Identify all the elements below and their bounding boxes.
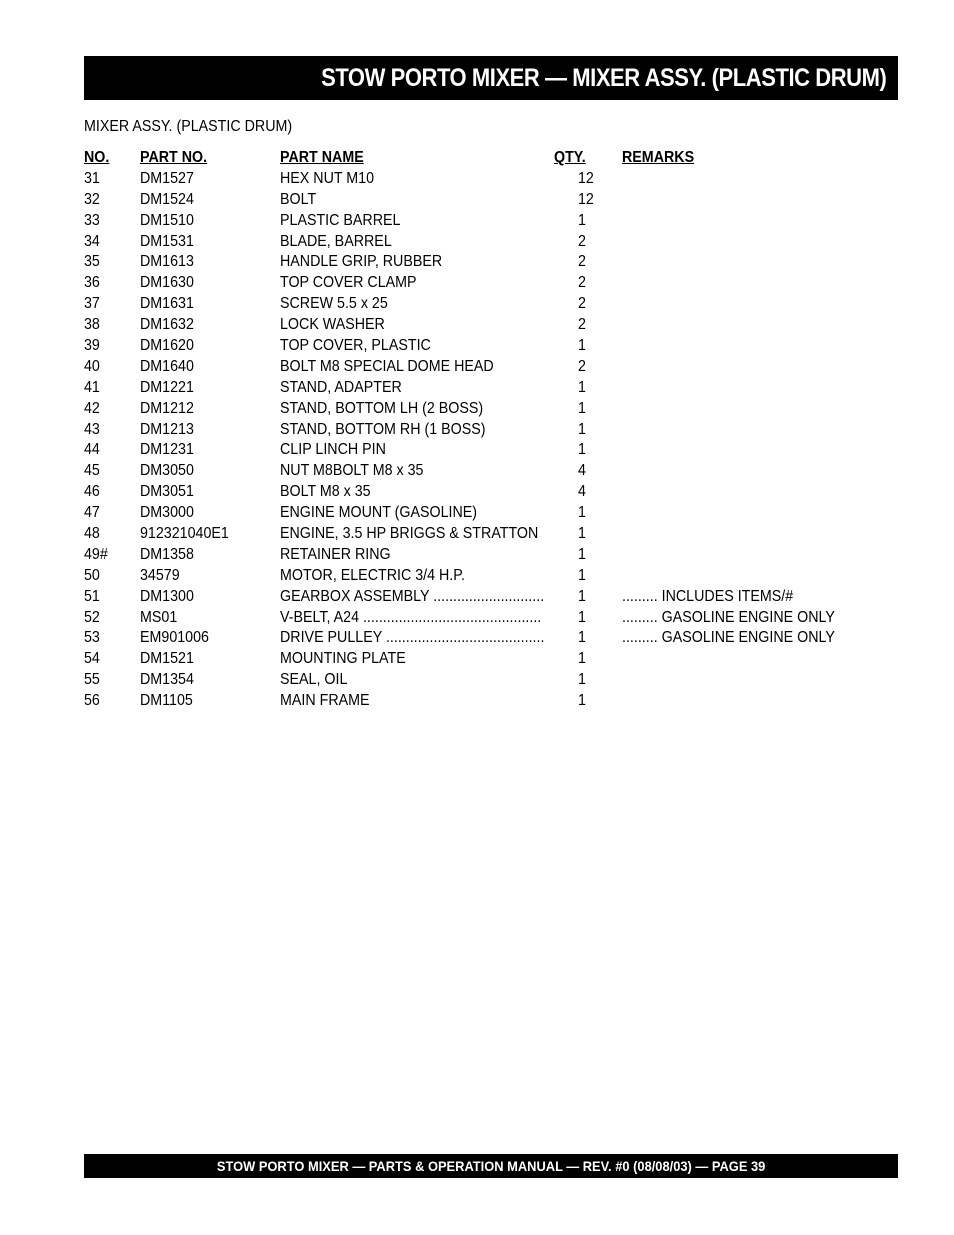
table-row	[84, 211, 864, 232]
table-row	[84, 399, 864, 420]
cell-qty: 12	[578, 169, 594, 187]
cell-part-no: DM1620	[140, 337, 194, 355]
cell-part-no: DM1300	[140, 587, 194, 605]
cell-no: 44	[84, 441, 100, 459]
cell-part-name: CLIP LINCH PIN	[280, 441, 386, 459]
cell-qty: 1	[578, 211, 586, 229]
cell-qty: 1	[578, 337, 586, 355]
cell-no: 47	[84, 504, 100, 522]
cell-no: 37	[84, 295, 100, 313]
table-row	[84, 503, 864, 524]
cell-part-no: DM1531	[140, 232, 194, 250]
cell-part-name: ENGINE, 3.5 HP BRIGGS & STRATTON	[280, 525, 539, 543]
cell-qty: 2	[578, 253, 586, 271]
table-row	[84, 336, 864, 357]
cell-part-name: TOP COVER CLAMP	[280, 274, 417, 292]
cell-no: 41	[84, 378, 100, 396]
cell-part-name: STAND, BOTTOM LH (2 BOSS)	[280, 399, 484, 417]
table-row	[84, 232, 864, 253]
cell-no: 31	[84, 169, 100, 187]
cell-qty: 1	[578, 692, 586, 710]
cell-part-no: DM1213	[140, 420, 194, 438]
cell-part-no: DM1354	[140, 671, 194, 689]
cell-part-no: DM1521	[140, 650, 194, 668]
cell-part-no: DM1105	[140, 692, 193, 710]
cell-part-no: DM1212	[140, 399, 194, 417]
cell-part-no: DM1640	[140, 357, 194, 375]
cell-part-name: MOTOR, ELECTRIC 3/4 H.P.	[280, 566, 465, 584]
cell-qty: 2	[578, 232, 586, 250]
header-bar	[84, 56, 898, 100]
cell-qty: 1	[578, 608, 586, 626]
header-part-name: PART NAME	[280, 149, 364, 166]
cell-part-name: GEARBOX ASSEMBLY ............................	[280, 587, 545, 605]
cell-remarks: ......... INCLUDES ITEMS/#	[622, 587, 794, 605]
cell-part-name: HANDLE GRIP, RUBBER	[280, 253, 443, 271]
cell-part-name: LOCK WASHER	[280, 316, 385, 334]
page-title: STOW PORTO MIXER — MIXER ASSY. (PLASTIC DRUM)	[320, 63, 886, 92]
cell-part-no: DM3050	[140, 462, 194, 480]
cell-no: 34	[84, 232, 100, 250]
cell-part-name: STAND, ADAPTER	[280, 378, 402, 396]
table-row	[84, 190, 864, 211]
table-row	[84, 420, 864, 441]
cell-qty: 4	[578, 462, 586, 480]
table-row	[84, 482, 864, 503]
cell-no: 54	[84, 650, 100, 668]
cell-qty: 1	[578, 629, 586, 647]
table-row	[84, 169, 864, 190]
cell-qty: 1	[578, 671, 586, 689]
cell-part-name: TOP COVER, PLASTIC	[280, 337, 431, 355]
cell-part-no: DM1632	[140, 316, 194, 334]
table-row	[84, 608, 864, 629]
cell-part-name: STAND, BOTTOM RH (1 BOSS)	[280, 420, 486, 438]
table-row	[84, 378, 864, 399]
cell-part-no: DM1524	[140, 190, 194, 208]
cell-qty: 1	[578, 650, 586, 668]
cell-qty: 1	[578, 587, 586, 605]
cell-part-no: 912321040E1	[140, 525, 229, 543]
table-row	[84, 273, 864, 294]
cell-qty: 1	[578, 399, 586, 417]
cell-part-no: DM1613	[140, 253, 194, 271]
cell-qty: 2	[578, 357, 586, 375]
cell-part-name: ENGINE MOUNT (GASOLINE)	[280, 504, 478, 522]
cell-no: 48	[84, 525, 100, 543]
cell-part-name: RETAINER RING	[280, 545, 391, 563]
cell-part-name: DRIVE PULLEY ........................................	[280, 629, 545, 647]
cell-part-name: BOLT M8 SPECIAL DOME HEAD	[280, 357, 494, 375]
cell-no: 53	[84, 629, 100, 647]
cell-no: 51	[84, 587, 100, 605]
cell-qty: 1	[578, 504, 586, 522]
table-row	[84, 440, 864, 461]
cell-qty: 1	[578, 525, 586, 543]
cell-part-name: SCREW 5.5 x 25	[280, 295, 388, 313]
cell-part-no: EM901006	[140, 629, 209, 647]
cell-qty: 1	[578, 566, 586, 584]
cell-qty: 1	[578, 545, 586, 563]
cell-part-name: HEX NUT M10	[280, 169, 375, 187]
header-part-no: PART NO.	[140, 149, 208, 166]
table-body	[84, 169, 864, 712]
footer-bar	[84, 1154, 898, 1178]
cell-no: 45	[84, 462, 100, 480]
cell-no: 55	[84, 671, 100, 689]
cell-remarks: ......... GASOLINE ENGINE ONLY	[622, 608, 835, 626]
cell-part-name: BLADE, BARREL	[280, 232, 392, 250]
cell-part-no: DM3051	[140, 483, 194, 501]
cell-no: 49#	[84, 545, 108, 563]
cell-part-name: NUT M8BOLT M8 x 35	[280, 462, 424, 480]
cell-qty: 1	[578, 420, 586, 438]
cell-part-no: DM1358	[140, 545, 194, 563]
cell-qty: 4	[578, 483, 586, 501]
cell-qty: 1	[578, 441, 586, 459]
table-row	[84, 587, 864, 608]
table-row	[84, 628, 864, 649]
cell-part-name: SEAL, OIL	[280, 671, 348, 689]
cell-no: 43	[84, 420, 100, 438]
footer-text: STOW PORTO MIXER — PARTS & OPERATION MANUAL — REV. #0 (08/08/03) — PAGE 39	[216, 1158, 766, 1174]
cell-no: 56	[84, 692, 100, 710]
cell-qty: 12	[578, 190, 594, 208]
table-row	[84, 524, 864, 545]
table-row	[84, 566, 864, 587]
cell-part-name: V-BELT, A24 .............................................	[280, 608, 542, 626]
cell-part-name: MAIN FRAME	[280, 692, 370, 710]
cell-part-name: MOUNTING PLATE	[280, 650, 406, 668]
header-qty: QTY.	[554, 149, 586, 166]
table-row	[84, 252, 864, 273]
cell-no: 35	[84, 253, 100, 271]
cell-remarks: ......... GASOLINE ENGINE ONLY	[622, 629, 835, 647]
cell-no: 32	[84, 190, 100, 208]
table-row	[84, 545, 864, 566]
cell-no: 38	[84, 316, 100, 334]
cell-part-no: DM1631	[140, 295, 194, 313]
cell-no: 52	[84, 608, 100, 626]
cell-no: 39	[84, 337, 100, 355]
cell-part-no: DM1221	[140, 378, 194, 396]
cell-no: 42	[84, 399, 100, 417]
table-row	[84, 315, 864, 336]
cell-part-no: 34579	[140, 566, 180, 584]
cell-no: 46	[84, 483, 100, 501]
parts-table	[84, 148, 864, 712]
cell-qty: 2	[578, 274, 586, 292]
header-no: NO.	[84, 149, 110, 166]
cell-part-no: DM1527	[140, 169, 194, 187]
cell-qty: 1	[578, 378, 586, 396]
cell-part-no: DM1231	[140, 441, 194, 459]
section-title: MIXER ASSY. (PLASTIC DRUM)	[84, 118, 293, 135]
header-remarks: REMARKS	[622, 149, 695, 166]
cell-no: 40	[84, 357, 100, 375]
cell-part-no: MS01	[140, 608, 178, 626]
cell-part-no: DM1510	[140, 211, 194, 229]
table-row	[84, 691, 864, 712]
table-row	[84, 294, 864, 315]
cell-qty: 2	[578, 316, 586, 334]
table-row	[84, 649, 864, 670]
cell-part-name: PLASTIC BARREL	[280, 211, 401, 229]
cell-no: 36	[84, 274, 100, 292]
cell-part-name: BOLT	[280, 190, 317, 208]
cell-no: 50	[84, 566, 100, 584]
cell-part-name: BOLT M8 x 35	[280, 483, 371, 501]
table-row	[84, 670, 864, 691]
cell-part-no: DM1630	[140, 274, 194, 292]
cell-no: 33	[84, 211, 100, 229]
table-row	[84, 461, 864, 482]
cell-part-no: DM3000	[140, 504, 194, 522]
table-row	[84, 357, 864, 378]
cell-qty: 2	[578, 295, 586, 313]
table-header-row	[84, 148, 864, 169]
